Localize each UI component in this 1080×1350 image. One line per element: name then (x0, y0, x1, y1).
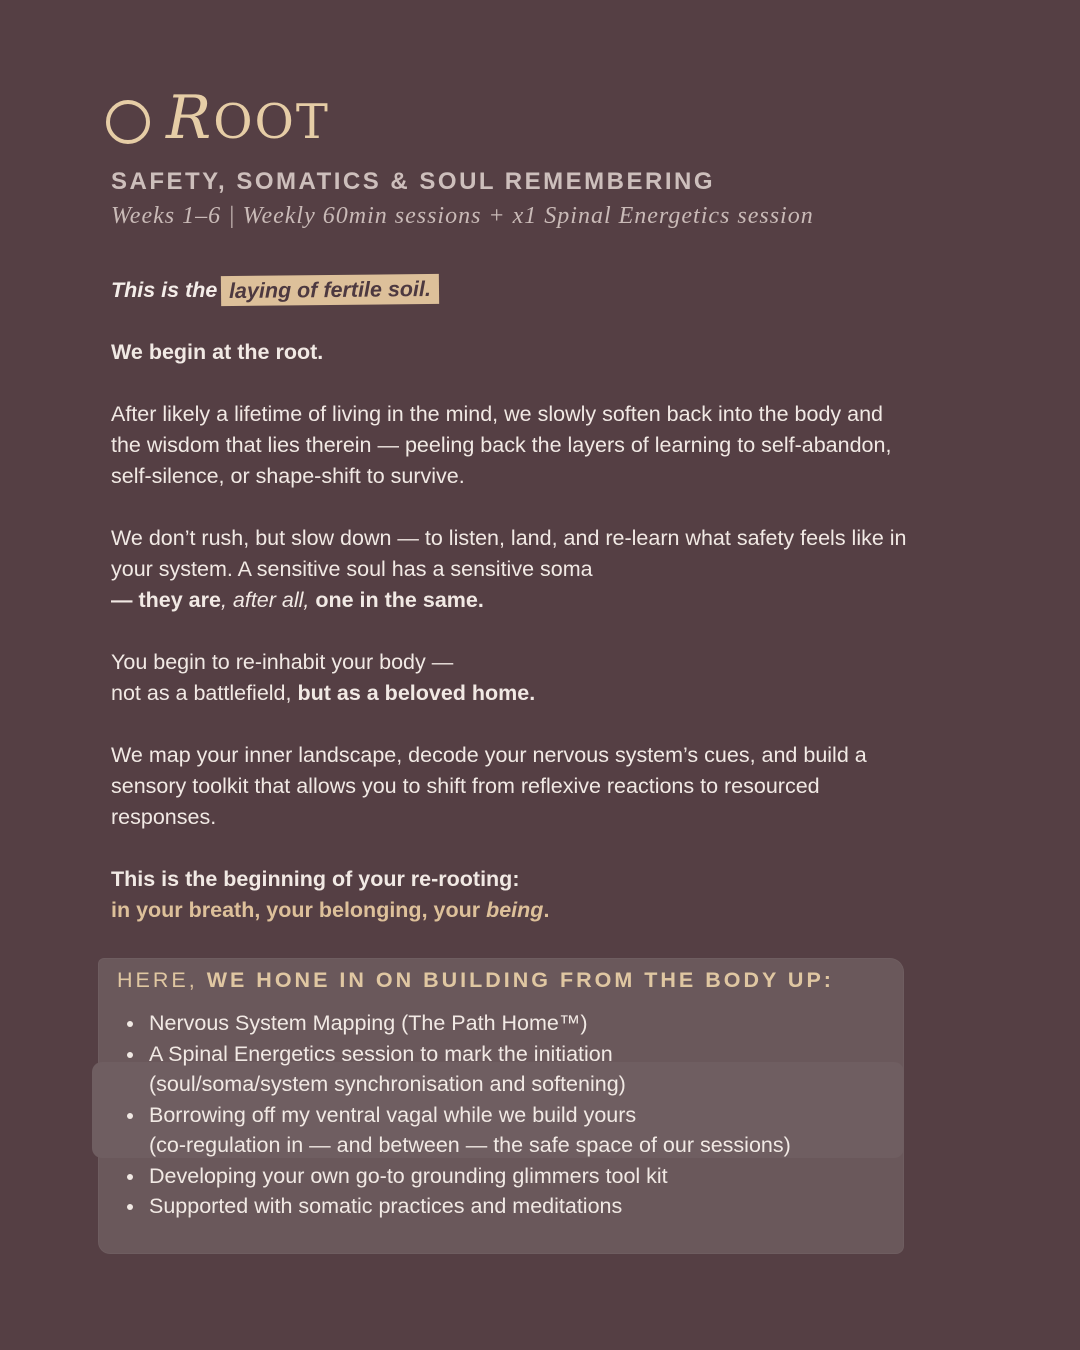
list-item: Developing your own go-to grounding glimmers tool kit (149, 1161, 909, 1192)
paragraph-home: You begin to re-inhabit your body — not as a battlefield, but as a beloved home. (111, 650, 536, 705)
panel-heading: HERE, WE HONE IN ON BUILDING FROM THE BODY UP: (117, 968, 834, 992)
section-subtitle: SAFETY, SOMATICS & SOUL REMEMBERING (111, 168, 715, 195)
paragraph-mind: After likely a lifetime of living in the mind, we slowly soften back into the body and the wisdom that lies therein — peeling back the layers of learning to self-abandon, self-silence, or shape-shift to survive. (111, 402, 892, 488)
intro-lead: This is the (111, 278, 218, 302)
focus-list (149, 1008, 909, 1222)
list-item: Supported with somatic practices and meditations (149, 1191, 909, 1222)
paragraph-map: We map your inner landscape, decode your nervous system’s cues, and build a sensory toolkit that allows you to shift from reflexive reactions to resourced responses. (111, 743, 867, 829)
root-logo (106, 83, 330, 153)
paragraph-slow-down: We don’t rush, but slow down — to listen, land, and re-learn what safety feels like in your system. A sensitive soul has a sensitive soma — they are, after all, one in the same. (111, 526, 907, 612)
bullet-icon (127, 1021, 133, 1027)
logo-wordmark: ROOT (166, 83, 330, 153)
paragraph-rerooting: This is the beginning of your re-rooting: in your breath, your belonging, your being. (111, 867, 550, 922)
intro-highlight: laying of fertile soil. (221, 274, 439, 306)
circle-icon (106, 100, 150, 144)
list-item: Borrowing off my ventral vagal while we build yours (co-regulation in — and between — the safe space of our sessions) (149, 1100, 909, 1161)
paragraph-root: We begin at the root. (111, 340, 324, 364)
schedule-line: Weeks 1–6 | Weekly 60min sessions + x1 Spinal Energetics session (111, 203, 814, 229)
list-item: A Spinal Energetics session to mark the initiation (soul/soma/system synchronisation and softening) (149, 1039, 909, 1100)
bullet-icon (127, 1052, 133, 1058)
bullet-icon (127, 1204, 133, 1210)
body-copy (111, 275, 911, 957)
intro-line (111, 275, 911, 306)
bullet-icon (127, 1113, 133, 1119)
list-item: Nervous System Mapping (The Path Home™) (149, 1008, 909, 1039)
bullet-icon (127, 1174, 133, 1180)
